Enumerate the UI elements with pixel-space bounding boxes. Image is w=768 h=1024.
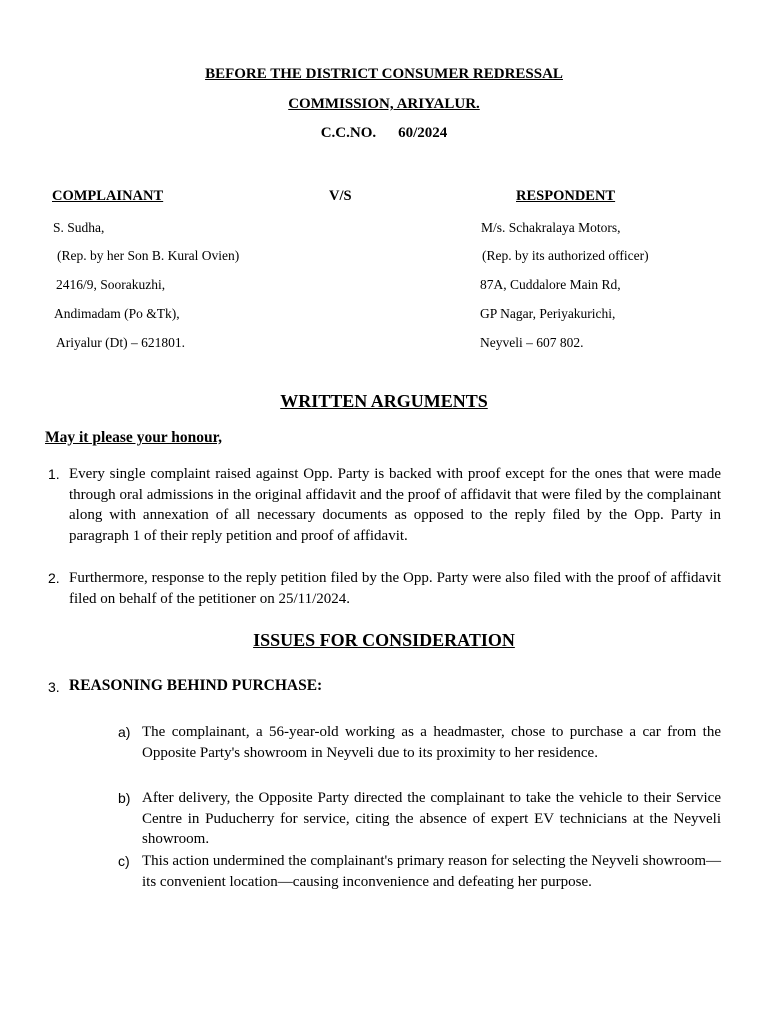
- heading-line-2: COMMISSION, ARIYALUR.: [288, 96, 480, 112]
- section-title-issues: ISSUES FOR CONSIDERATION: [253, 630, 515, 650]
- case-number-value: 60/2024: [398, 125, 448, 141]
- complainant-line: Andimadam (Po &Tk),: [54, 306, 180, 321]
- point-title: REASONING BEHIND PURCHASE:: [69, 677, 323, 694]
- list-number: 1.: [48, 466, 60, 482]
- complainant-line: Ariyalur (Dt) – 621801.: [56, 335, 185, 350]
- respondent-line: 87A, Cuddalore Main Rd,: [480, 277, 621, 292]
- argument-paragraph: Every single complaint raised against Opp. Party is backed with proof except for the ones that were made through oral admissions in the original affidavit and the proof of affidavit that were filed by the complainant along with annexation of all necessary documents as opposed to the reply filed by the Opp. Party in paragraph 1 of their reply petition and proof of affidavit.: [69, 466, 721, 544]
- case-number-label: C.C.NO.: [320, 125, 377, 141]
- respondent-line: (Rep. by its authorized officer): [482, 248, 649, 263]
- sub-item-label: b): [118, 790, 131, 806]
- sub-item-paragraph: After delivery, the Opposite Party directed the complainant to take the vehicle to their Service Centre in Puducherry for service, citing the absence of expert EV technicians at the Neyveli showroom.: [142, 790, 721, 848]
- list-number: 3.: [48, 679, 60, 695]
- versus-label: V/S: [329, 188, 352, 204]
- argument-paragraph: Furthermore, response to the reply petition filed by the Opp. Party were also filed with the proof of affidavit filed on behalf of the petitioner on 25/11/2024.: [69, 570, 721, 607]
- list-number: 2.: [48, 570, 60, 586]
- sub-item-paragraph: The complainant, a 56-year-old working as a headmaster, chose to purchase a car from the Opposite Party's showroom in Neyveli due to its proximity to her residence.: [142, 724, 721, 761]
- complainant-line: S. Sudha,: [53, 220, 105, 235]
- complainant-line: 2416/9, Soorakuzhi,: [56, 277, 166, 292]
- respondent-line: M/s. Schakralaya Motors,: [481, 220, 621, 235]
- complainant-label: COMPLAINANT: [52, 188, 164, 204]
- salutation: May it please your honour,: [45, 429, 222, 446]
- respondent-label: RESPONDENT: [516, 188, 616, 204]
- heading-line-1: BEFORE THE DISTRICT CONSUMER REDRESSAL: [205, 66, 563, 82]
- complainant-line: (Rep. by her Son B. Kural Ovien): [57, 248, 240, 263]
- respondent-line: Neyveli – 607 802.: [480, 335, 584, 350]
- case-number: [0, 125, 768, 142]
- respondent-line: GP Nagar, Periyakurichi,: [480, 306, 616, 321]
- sub-item-label: c): [118, 853, 130, 869]
- section-title-written-arguments: WRITTEN ARGUMENTS: [280, 391, 488, 411]
- sub-item-label: a): [118, 724, 131, 740]
- sub-item-paragraph: This action undermined the complainant's primary reason for selecting the Neyveli showroom—its convenient location—causing inconvenience and defeating her purpose.: [142, 853, 721, 890]
